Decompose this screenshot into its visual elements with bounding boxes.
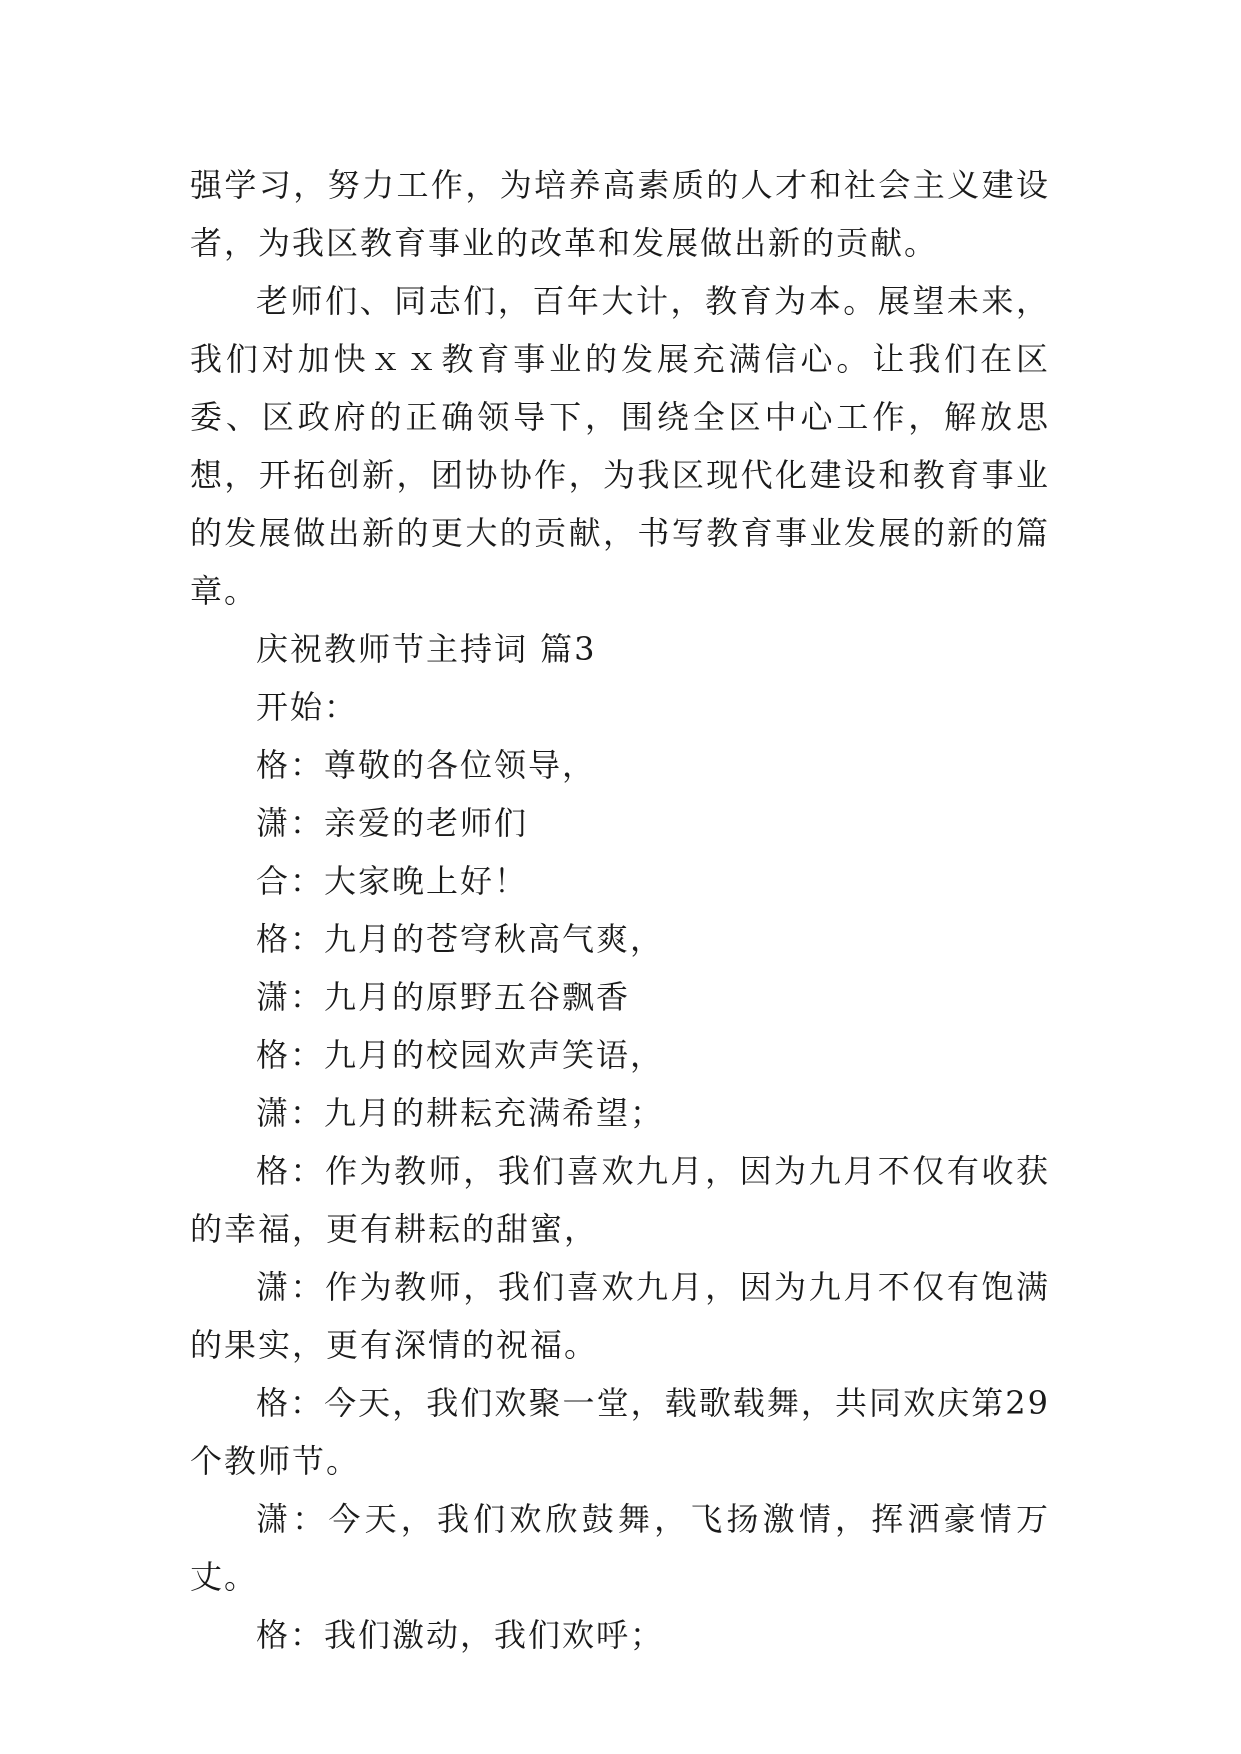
dialogue-line: 潇：今天，我们欢欣鼓舞，飞扬激情，挥洒豪情万丈。 [190,1500,1050,1596]
dialogue-line: 潇：九月的耕耘充满希望； [256,1094,665,1132]
paragraph-1: 强学习，努力工作，为培养高素质的人才和社会主义建设者，为我区教育事业的改革和发展做出新的贡献。 [190,166,1050,262]
dialogue-line: 潇：作为教师，我们喜欢九月，因为九月不仅有饱满的果实，更有深情的祝福。 [190,1268,1050,1364]
dialogue-line: 格：作为教师，我们喜欢九月，因为九月不仅有收获的幸福，更有耕耘的甜蜜， [190,1152,1050,1248]
dialogue-line: 格：尊敬的各位领导， [256,746,597,784]
paragraph-2: 老师们、同志们，百年大计，教育为本。展望未来，我们对加快ｘｘ教育事业的发展充满信心。让我们在区委、区政府的正确领导下，围绕全区中心工作，解放思想，开拓创新，团协协作，为我区现代化建设和教育事业的发展做出新的更大的贡献，书写教育事业发展的新的篇章。 [190,282,1050,610]
section-heading: 庆祝教师节主持词 篇3 [256,630,597,668]
paragraph-start: 开始： [256,688,359,726]
dialogue-line: 格：我们激动，我们欢呼； [256,1616,665,1654]
dialogue-line: 格：九月的苍穹秋高气爽， [256,920,665,958]
dialogue-line: 格：今天，我们欢聚一堂，载歌载舞，共同欢庆第29个教师节。 [190,1384,1050,1480]
dialogue-line: 合：大家晚上好！ [256,862,529,900]
dialogue-line: 潇：亲爱的老师们 [256,804,529,842]
dialogue-line: 潇：九月的原野五谷飘香 [256,978,631,1016]
document-body [190,156,1050,1664]
dialogue-line: 格：九月的校园欢声笑语， [256,1036,665,1074]
